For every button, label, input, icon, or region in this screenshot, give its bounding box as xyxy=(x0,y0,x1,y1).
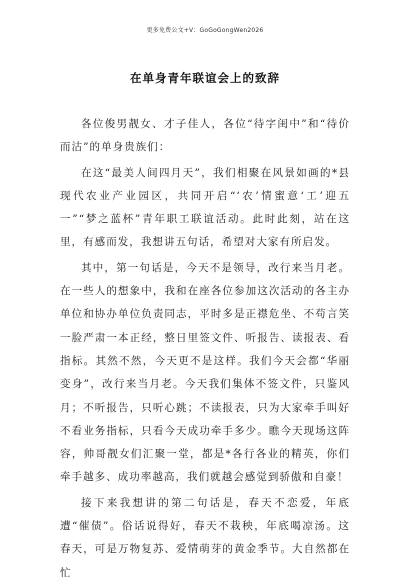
body-paragraph: 在这“最美人间四月天”，我们相聚在风景如画的*县现代农业产业园区，共同开启“‘农’情蜜意‘工’迎五一”“梦之蓝杯”青年职工联谊活动。此时此刻，站在这里，有感而发，我想讲五句话，希望对大家有所启发。 xyxy=(60,166,350,249)
document-body xyxy=(60,113,350,587)
page-title: 在单身青年联谊会上的致辞 xyxy=(130,71,280,85)
header-note: 更多免费公文+V：GoGoGongWen2026 xyxy=(146,27,264,34)
body-paragraph: 接下来我想讲的第二句话是，春天不恋爱，年底遭“催债”。俗话说得好，春天不栽秧，年底喝凉汤。这春天，可是万物复苏、爱情萌芽的黄金季节。大自然都在忙 xyxy=(60,496,350,579)
body-paragraph: 其中，第一句话是，今天不是领导，改行来当月老。在一些人的想象中，我和在座各位参加这次活动的各主办单位和协办单位负责同志，平时多是正襟危坐、不苟言笑一脸严肃一本正经，整日里签文件、听报告、读报表、看指标。其然不然，今天更不是这样。我们今天会都“华丽变身”，改行来当月老。今天我们集体不签文件，只鉴风月；不听报告，只听心跳；不读报表，只为大家牵手叫好不看业务指标，只看今天成功牵手多少。瞧今天现场这阵容，帅哥靓女们汇聚一堂，都是*各行各业的精英，你们牵手越多、成功率越高，我们就越会感觉到骄傲和自豪！ xyxy=(60,261,350,484)
greeting-paragraph: 各位俊男靓女、才子佳人，各位“待字闺中”和“待价而沽”的单身贵族们： xyxy=(60,118,350,154)
